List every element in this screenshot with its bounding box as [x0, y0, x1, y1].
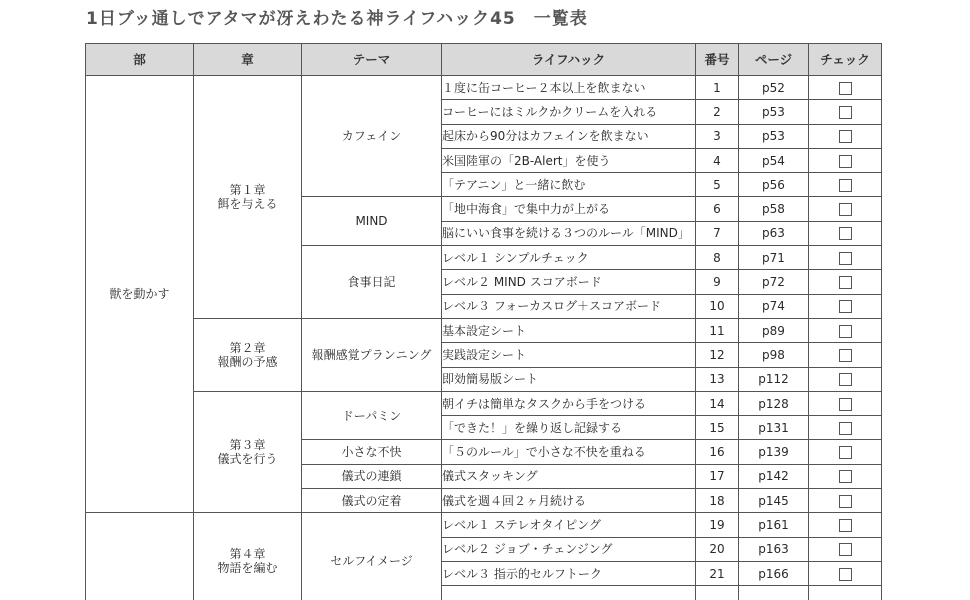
- check-cell: [809, 124, 882, 148]
- lifehack-cell: 「テアニン」と一緒に飲む: [442, 173, 696, 197]
- lifehack-cell: レベル２ MIND スコアボード: [442, 270, 696, 294]
- table-row: [86, 513, 882, 537]
- chapter-number: 第４章: [229, 547, 266, 562]
- checkbox[interactable]: [839, 349, 852, 362]
- checkbox[interactable]: [839, 203, 852, 216]
- part-cell: 獣を動かす: [86, 76, 194, 513]
- table-row: [86, 76, 882, 100]
- page-cell: p161: [739, 513, 809, 537]
- page-cell: p89: [739, 318, 809, 342]
- page-cell: p53: [739, 124, 809, 148]
- number-cell: 15: [696, 416, 739, 440]
- page-cell: p145: [739, 489, 809, 513]
- lifehack-cell: 即効簡易版シート: [442, 367, 696, 391]
- page-cell: p142: [739, 464, 809, 488]
- checkbox[interactable]: [839, 155, 852, 168]
- lifehack-cell: 「５のルール」で小さな不快を重ねる: [442, 440, 696, 464]
- header-lifehack: ライフハック: [442, 44, 696, 76]
- header-theme: テーマ: [302, 44, 442, 76]
- page-cell: p163: [739, 537, 809, 561]
- page-cell: p131: [739, 416, 809, 440]
- theme-cell: カフェイン: [302, 76, 442, 197]
- page-cell: p166: [739, 561, 809, 585]
- chapter-cell: [194, 76, 302, 319]
- lifehack-table: [85, 43, 882, 600]
- lifehack-cell: 「地中海食」で集中力が上がる: [442, 197, 696, 221]
- theme-cell: ドーパミン: [302, 391, 442, 440]
- check-cell: [809, 197, 882, 221]
- page-cell: p58: [739, 197, 809, 221]
- theme-cell: 儀式の定着: [302, 489, 442, 513]
- chapter-name: 餌を与える: [217, 196, 278, 211]
- theme-cell: 儀式の連鎖: [302, 464, 442, 488]
- chapter-number: 第３章: [229, 438, 266, 453]
- chapter-number: 第２章: [229, 340, 266, 355]
- number-cell: 18: [696, 489, 739, 513]
- number-cell: 14: [696, 391, 739, 415]
- check-cell: [809, 76, 882, 100]
- checkbox[interactable]: [839, 325, 852, 338]
- check-cell: [809, 294, 882, 318]
- page-cell: p54: [739, 148, 809, 172]
- lifehack-cell: 米国陸軍の「2B-Alert」を使う: [442, 148, 696, 172]
- lifehack-cell: １度に缶コーヒー２本以上を飲まない: [442, 76, 696, 100]
- number-cell: 17: [696, 464, 739, 488]
- number-cell: 2: [696, 100, 739, 124]
- lifehack-cell: 起床から90分はカフェインを飲まない: [442, 124, 696, 148]
- check-cell: [809, 148, 882, 172]
- check-cell: [809, 537, 882, 561]
- checkbox[interactable]: [839, 446, 852, 459]
- number-cell: 16: [696, 440, 739, 464]
- checkbox[interactable]: [839, 495, 852, 508]
- header-bu: 部: [86, 44, 194, 76]
- number-cell: 7: [696, 221, 739, 245]
- checkbox[interactable]: [839, 300, 852, 313]
- theme-cell: MIND: [302, 197, 442, 246]
- page-cell: p128: [739, 391, 809, 415]
- theme-cell: セルフイメージ: [302, 513, 442, 600]
- lifehack-cell: 「できた！」を繰り返し記録する: [442, 416, 696, 440]
- check-cell: [809, 416, 882, 440]
- header-number: 番号: [696, 44, 739, 76]
- checkbox[interactable]: [839, 227, 852, 240]
- number-cell: 21: [696, 561, 739, 585]
- chapter-cell: [194, 391, 302, 512]
- checkbox[interactable]: [839, 179, 852, 192]
- lifehack-cell: レベル２ ジョブ・チェンジング: [442, 537, 696, 561]
- number-cell: 13: [696, 367, 739, 391]
- theme-cell: 小さな不快: [302, 440, 442, 464]
- header-check: チェック: [809, 44, 882, 76]
- chapter-number: 第１章: [229, 182, 266, 197]
- check-cell: [809, 513, 882, 537]
- page-cell: p74: [739, 294, 809, 318]
- lifehack-cell: レベル３ 指示的セルフトーク: [442, 561, 696, 585]
- checkbox[interactable]: [839, 422, 852, 435]
- lifehack-cell: 朝イチは簡単なタスクから手をつける: [442, 391, 696, 415]
- check-cell: [809, 440, 882, 464]
- number-cell: 20: [696, 537, 739, 561]
- page-cell: p56: [739, 173, 809, 197]
- page-cell: p71: [739, 246, 809, 270]
- number-cell: 10: [696, 294, 739, 318]
- header-sho: 章: [194, 44, 302, 76]
- number-cell: 4: [696, 148, 739, 172]
- check-cell: [809, 464, 882, 488]
- number-cell: 19: [696, 513, 739, 537]
- page-cell: p63: [739, 221, 809, 245]
- lifehack-cell: コーヒーにはミルクかクリームを入れる: [442, 100, 696, 124]
- checkbox[interactable]: [839, 276, 852, 289]
- check-cell: [809, 586, 882, 600]
- page-cell: p139: [739, 440, 809, 464]
- page-cell: p72: [739, 270, 809, 294]
- page-title: 1日ブッ通しでアタマが冴えわたる神ライフハック45 一覧表: [86, 9, 588, 29]
- chapter-name: 儀式を行う: [217, 452, 278, 467]
- check-cell: [809, 391, 882, 415]
- chapter-name: 物語を編む: [217, 561, 278, 576]
- number-cell: 3: [696, 124, 739, 148]
- check-cell: [809, 221, 882, 245]
- checkbox[interactable]: [839, 252, 852, 265]
- check-cell: [809, 367, 882, 391]
- lifehack-cell: 実践設定シート: [442, 343, 696, 367]
- lifehack-cell: レベル１ ステレオタイピング: [442, 513, 696, 537]
- number-cell: 12: [696, 343, 739, 367]
- header-row: [86, 44, 882, 76]
- checkbox[interactable]: [839, 106, 852, 119]
- number-cell: [696, 586, 739, 600]
- table-row: [86, 391, 882, 415]
- page-cell: p98: [739, 343, 809, 367]
- page-cell: p53: [739, 100, 809, 124]
- lifehack-cell: [442, 586, 696, 600]
- page-cell: p52: [739, 76, 809, 100]
- theme-cell: 報酬感覚プランニング: [302, 318, 442, 391]
- check-cell: [809, 100, 882, 124]
- number-cell: 8: [696, 246, 739, 270]
- header-page: ページ: [739, 44, 809, 76]
- theme-cell: 食事日記: [302, 246, 442, 319]
- page-cell: p112: [739, 367, 809, 391]
- lifehack-cell: 儀式を週４回２ヶ月続ける: [442, 489, 696, 513]
- part-cell: [86, 513, 194, 600]
- number-cell: 6: [696, 197, 739, 221]
- checkbox[interactable]: [839, 398, 852, 411]
- checkbox[interactable]: [839, 568, 852, 581]
- check-cell: [809, 270, 882, 294]
- chapter-cell: [194, 318, 302, 391]
- lifehack-cell: レベル３ フォーカスログ＋スコアボード: [442, 294, 696, 318]
- check-cell: [809, 246, 882, 270]
- checkbox[interactable]: [839, 130, 852, 143]
- number-cell: 11: [696, 318, 739, 342]
- checkbox[interactable]: [839, 543, 852, 556]
- page-cell: [739, 586, 809, 600]
- check-cell: [809, 318, 882, 342]
- checkbox[interactable]: [839, 519, 852, 532]
- lifehack-cell: 基本設定シート: [442, 318, 696, 342]
- number-cell: 1: [696, 76, 739, 100]
- check-cell: [809, 343, 882, 367]
- check-cell: [809, 489, 882, 513]
- checkbox[interactable]: [839, 373, 852, 386]
- check-cell: [809, 173, 882, 197]
- checkbox[interactable]: [839, 82, 852, 95]
- checkbox[interactable]: [839, 470, 852, 483]
- chapter-cell: [194, 513, 302, 600]
- chapter-name: 報酬の予感: [217, 354, 278, 369]
- lifehack-cell: 脳にいい食事を続ける３つのルール「MIND」: [442, 221, 696, 245]
- table-row: [86, 318, 882, 342]
- lifehack-cell: 儀式スタッキング: [442, 464, 696, 488]
- number-cell: 5: [696, 173, 739, 197]
- lifehack-cell: レベル１ シンプルチェック: [442, 246, 696, 270]
- check-cell: [809, 561, 882, 585]
- number-cell: 9: [696, 270, 739, 294]
